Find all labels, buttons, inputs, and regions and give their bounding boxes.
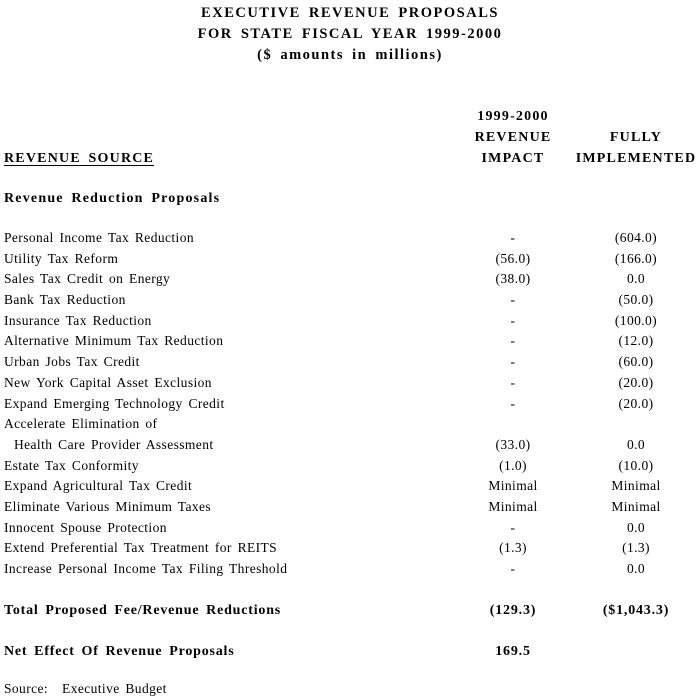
row-implemented-value: (20.0) bbox=[618, 374, 654, 390]
row-source: Sales Tax Credit on Energy bbox=[4, 271, 171, 287]
impact-column-header-year: 1999-2000 bbox=[477, 109, 549, 124]
row-implemented-value: (12.0) bbox=[618, 333, 654, 349]
row-source: Utility Tax Reform bbox=[4, 250, 119, 266]
net-effect-impact-value: 169.5 bbox=[495, 643, 531, 659]
row-source: Estate Tax Conformity bbox=[4, 457, 139, 473]
table-row bbox=[0, 311, 700, 332]
table-row bbox=[0, 518, 700, 539]
header-spacer bbox=[572, 106, 700, 127]
header-spacer bbox=[4, 106, 454, 127]
row-source: Personal Income Tax Reduction bbox=[4, 230, 194, 245]
row-source: Urban Jobs Tax Credit bbox=[4, 354, 140, 370]
row-implemented-value: Minimal bbox=[611, 498, 661, 514]
row-implemented-value: (10.0) bbox=[618, 457, 654, 473]
total-row-label: Total Proposed Fee/Revenue Reductions bbox=[4, 602, 282, 618]
row-impact-value: Minimal bbox=[488, 478, 538, 494]
document-title bbox=[0, 0, 700, 66]
row-implemented-value: 0.0 bbox=[626, 436, 646, 452]
row-impact-value: - bbox=[510, 230, 516, 245]
table-row bbox=[0, 456, 700, 477]
table-row bbox=[0, 373, 700, 394]
total-implemented-value: ($1,043.3) bbox=[602, 602, 670, 618]
table-row bbox=[0, 290, 700, 311]
row-implemented-value: 0.0 bbox=[626, 561, 646, 576]
title-line-2: FOR STATE FISCAL YEAR 1999-2000 bbox=[197, 26, 503, 42]
source-value: Executive Budget bbox=[62, 680, 167, 696]
implemented-column-header-implemented: IMPLEMENTED bbox=[575, 151, 697, 166]
table-row bbox=[0, 352, 700, 373]
row-impact-value: - bbox=[510, 333, 516, 349]
row-impact-value: (33.0) bbox=[495, 436, 531, 452]
row-source: Extend Preferential Tax Treatment for REITS bbox=[4, 540, 278, 556]
row-impact-value: Minimal bbox=[488, 498, 538, 514]
source-note bbox=[0, 678, 700, 697]
row-impact-value: - bbox=[510, 354, 516, 370]
table-row bbox=[0, 476, 700, 497]
row-source: Insurance Tax Reduction bbox=[4, 312, 152, 328]
row-impact-value: - bbox=[510, 519, 516, 535]
row-source: Health Care Provider Assessment bbox=[14, 436, 214, 452]
impact-column-header-revenue: REVENUE bbox=[474, 130, 552, 145]
row-source: Increase Personal Income Tax Filing Threshold bbox=[4, 561, 288, 576]
net-effect-implemented-value bbox=[572, 641, 700, 662]
table-row bbox=[0, 249, 700, 270]
table-row bbox=[0, 228, 700, 249]
row-impact-value: - bbox=[510, 292, 516, 308]
table-row bbox=[0, 559, 700, 580]
row-source: Expand Emerging Technology Credit bbox=[4, 395, 225, 411]
row-implemented-value: (100.0) bbox=[614, 312, 658, 328]
table-row bbox=[0, 538, 700, 559]
header-spacer bbox=[4, 127, 454, 148]
row-impact-value: - bbox=[510, 312, 516, 328]
net-effect-row bbox=[0, 641, 700, 662]
net-effect-label: Net Effect Of Revenue Proposals bbox=[4, 643, 235, 659]
row-implemented-value: 0.0 bbox=[626, 271, 646, 287]
row-implemented-value: 0.0 bbox=[626, 519, 646, 535]
table-column-headers bbox=[0, 106, 700, 169]
title-line-1: EXECUTIVE REVENUE PROPOSALS bbox=[201, 5, 499, 21]
row-impact-value: - bbox=[510, 395, 516, 411]
row-source: Bank Tax Reduction bbox=[4, 292, 126, 308]
row-impact-value: (1.3) bbox=[499, 540, 527, 556]
implemented-column-header-fully: FULLY bbox=[609, 130, 663, 145]
revenue-source-column-header: REVENUE SOURCE bbox=[4, 151, 155, 166]
row-implemented-value: (20.0) bbox=[618, 395, 654, 411]
row-implemented-value: (604.0) bbox=[614, 230, 658, 245]
table-row bbox=[0, 269, 700, 290]
table-row bbox=[0, 435, 700, 456]
table-row bbox=[0, 497, 700, 518]
row-source: Alternative Minimum Tax Reduction bbox=[4, 333, 224, 349]
row-implemented-value: (60.0) bbox=[618, 354, 654, 370]
row-source: Expand Agricultural Tax Credit bbox=[4, 478, 193, 494]
section-header: Revenue Reduction Proposals bbox=[4, 191, 221, 206]
row-impact-value: (1.0) bbox=[499, 457, 527, 473]
row-impact-value bbox=[454, 414, 572, 435]
row-source: Accelerate Elimination of bbox=[4, 416, 158, 432]
source-label: Source: bbox=[4, 680, 49, 696]
row-implemented-value: (166.0) bbox=[614, 250, 658, 266]
row-implemented-value: Minimal bbox=[611, 478, 661, 494]
row-implemented-value: (50.0) bbox=[618, 292, 654, 308]
row-source: Innocent Spouse Protection bbox=[4, 519, 167, 535]
impact-column-header-impact: IMPACT bbox=[481, 151, 545, 166]
total-row bbox=[0, 600, 700, 621]
row-impact-value: (56.0) bbox=[495, 250, 531, 266]
row-source: New York Capital Asset Exclusion bbox=[4, 374, 212, 390]
row-impact-value: (38.0) bbox=[495, 271, 531, 287]
row-impact-value: - bbox=[510, 561, 516, 576]
table-row bbox=[0, 414, 700, 435]
title-line-3: ($ amounts in millions) bbox=[257, 47, 443, 63]
table-body bbox=[0, 228, 700, 580]
row-source: Eliminate Various Minimum Taxes bbox=[4, 498, 212, 514]
row-implemented-value: (1.3) bbox=[622, 540, 650, 556]
row-implemented-value bbox=[572, 414, 700, 435]
total-impact-value: (129.3) bbox=[489, 602, 537, 618]
table-row bbox=[0, 394, 700, 415]
row-impact-value: - bbox=[510, 374, 516, 390]
table-row bbox=[0, 331, 700, 352]
